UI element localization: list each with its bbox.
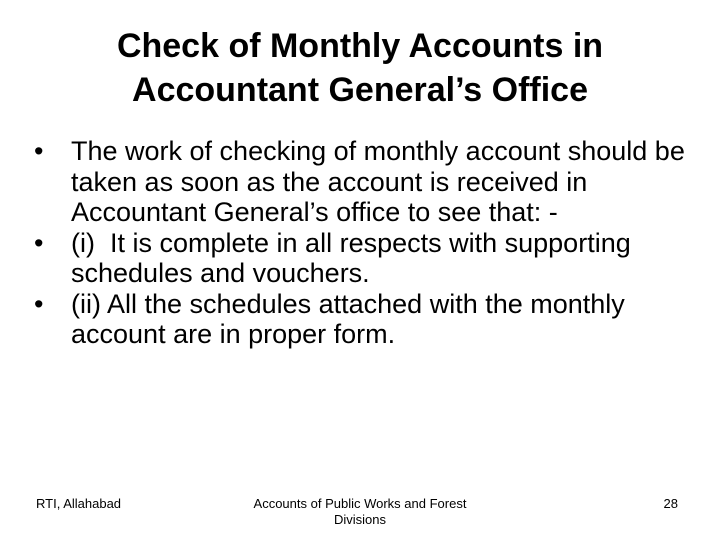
bullet-list <box>30 136 690 350</box>
slide-title-line-2: Accountant General’s Office <box>132 71 588 109</box>
slide-title <box>36 24 684 112</box>
footer-organization: RTI, Allahabad <box>36 496 122 511</box>
bullet-text: The work of checking of monthly account should be taken as soon as the account is received in Accountant General’s office to see that: - <box>71 136 685 227</box>
bullet-item <box>30 228 690 289</box>
bullet-text: (i) It is complete in all respects with supporting schedules and vouchers. <box>71 227 639 288</box>
bullet-item <box>30 136 690 228</box>
slide-title-line-1: Check of Monthly Accounts in <box>116 27 604 65</box>
footer-course-title: Accounts of Public Works and Forest Divisions <box>253 496 467 527</box>
bullet-dot-icon: • <box>34 136 44 166</box>
bullet-text: (ii) All the schedules attached with the monthly account are in proper form. <box>71 288 625 349</box>
bullet-item <box>30 289 690 350</box>
bullet-dot-icon: • <box>34 288 44 319</box>
footer-page-number: 28 <box>663 496 678 511</box>
bullet-dot-icon: • <box>34 227 44 258</box>
